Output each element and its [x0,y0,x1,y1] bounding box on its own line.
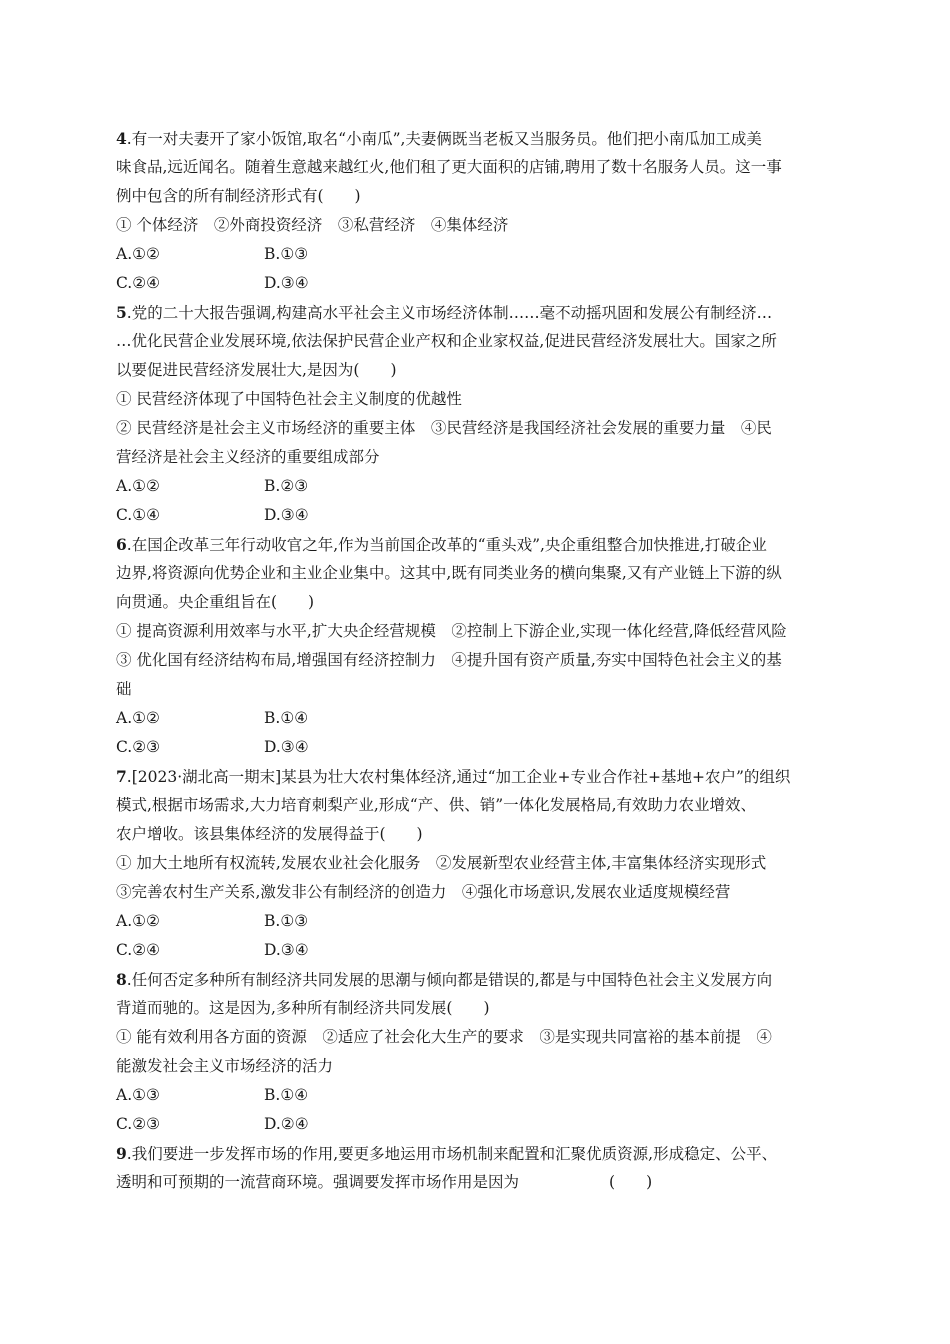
answer-paren: ( ) [609,1173,653,1191]
stem-text: 背道而驰的。这是因为,多种所有制经济共同发展( ) [116,999,490,1017]
question-block [116,762,836,965]
answer-option[interactable]: D.③④ [264,941,309,959]
answer-option[interactable]: C.②③ [116,738,161,756]
stem-text: 以要促进民营经济发展壮大,是因为( ) [116,361,397,379]
question-stem-line [116,182,836,211]
answer-option[interactable]: C.②④ [116,274,161,292]
question-stem-line [116,588,836,617]
option-row [116,501,836,530]
question-stem-line [116,124,836,153]
stem-text: .有一对夫妻开了家小饭馆,取名“小南瓜”,夫妻俩既当老板又当服务员。他们把小南瓜加工成美 [126,130,762,148]
question-number: 7 [116,767,127,786]
question-stem-line [116,762,836,791]
statement-line: 能激发社会主义市场经济的活力 [116,1057,334,1075]
question-block [116,1139,836,1197]
answer-option[interactable]: D.③④ [264,274,309,292]
question-stem-line [116,327,836,356]
question-stem-line [116,559,836,588]
answer-option[interactable]: B.①④ [264,709,309,727]
question-stem-line [116,356,836,385]
question-number: 4 [116,129,127,148]
answer-option[interactable]: A.①② [116,477,160,495]
statement-line: 础 [116,680,132,698]
question-stem-line [116,1139,836,1168]
option-row [116,1081,836,1110]
question-block [116,298,836,530]
stem-text: 向贯通。央企重组旨在( ) [116,593,315,611]
stem-text: …优化民营企业发展环境,依法保护民营企业产权和企业家权益,促进民营经济发展壮大。国家之所 [116,332,777,350]
option-row [116,1110,836,1139]
stem-text: .党的二十大报告强调,构建高水平社会主义市场经济体制……毫不动摇巩固和发展公有制经济… [126,304,773,322]
stem-text: 例中包含的所有制经济形式有( ) [116,187,361,205]
option-row [116,472,836,501]
statement-line: ③ 优化国有经济结构布局,增强国有经济控制力 ④提升国有资产质量,夯实中国特色社会主义的基 [116,651,782,669]
stem-text: .我们要进一步发挥市场的作用,要更多地运用市场机制来配置和汇聚优质资源,形成稳定、公平、 [126,1145,778,1163]
question-number: 5 [116,303,127,322]
question-stem-line [116,1168,836,1197]
question-block [116,124,836,298]
question-stem-line [116,994,836,1023]
answer-option[interactable]: A.①② [116,912,160,930]
answer-option[interactable]: A.①② [116,245,160,263]
answer-option[interactable]: B.①④ [264,1086,309,1104]
statement-line: ② 民营经济是社会主义市场经济的重要主体 ③民营经济是我国经济社会发展的重要力量 ④民 [116,419,772,437]
answer-option[interactable]: B.②③ [264,477,309,495]
answer-option[interactable]: A.①② [116,709,160,727]
question-block [116,965,836,1139]
question-number: 9 [116,1144,127,1163]
stem-text: 模式,根据市场需求,大力培育刺梨产业,形成“产、供、销”一体化发展格局,有效助力农业增效、 [116,796,757,814]
stem-text: .在国企改革三年行动收官之年,作为当前国企改革的“重头戏”,央企重组整合加快推进,打破企业 [126,536,767,554]
answer-option[interactable]: C.②③ [116,1115,161,1133]
answer-option[interactable]: D.③④ [264,506,309,524]
statement-line: ③完善农村生产关系,激发非公有制经济的创造力 ④强化市场意识,发展农业适度规模经营 [116,883,731,901]
statement-line: ① 加大土地所有权流转,发展农业社会化服务 ②发展新型农业经营主体,丰富集体经济实现形式 [116,854,767,872]
answer-option[interactable]: B.①③ [264,245,309,263]
option-row [116,704,836,733]
stem-text: 透明和可预期的一流营商环境。强调要发挥市场作用是因为 [116,1173,520,1191]
question-stem-line [116,791,836,820]
question-block [116,530,836,762]
question-stem-line [116,298,836,327]
statement-line: ① 个体经济 ②外商投资经济 ③私营经济 ④集体经济 [116,216,509,234]
statement-line: 营经济是社会主义经济的重要组成部分 [116,448,380,466]
statement-line: ① 民营经济体现了中国特色社会主义制度的优越性 [116,390,462,408]
question-stem-line [116,153,836,182]
question-stem-line [116,820,836,849]
question-page [116,124,836,1197]
option-row [116,269,836,298]
option-row [116,907,836,936]
answer-option[interactable]: C.②④ [116,941,161,959]
option-row [116,240,836,269]
statement-line: ① 能有效利用各方面的资源 ②适应了社会化大生产的要求 ③是实现共同富裕的基本前提 ④ [116,1028,772,1046]
stem-text: .[2023·湖北高一期末]某县为壮大农村集体经济,通过“加工企业+专业合作社+基地+农户”的组织 [126,768,791,786]
answer-option[interactable]: C.①④ [116,506,161,524]
option-row [116,936,836,965]
answer-option[interactable]: A.①③ [116,1086,160,1104]
stem-text: .任何否定多种所有制经济共同发展的思潮与倾向都是错误的,都是与中国特色社会主义发展方向 [126,971,773,989]
statement-line: ① 提高资源利用效率与水平,扩大央企经营规模 ②控制上下游企业,实现一体化经营,降低经营风险 [116,622,787,640]
question-number: 6 [116,535,127,554]
stem-text: 味食品,远近闻名。随着生意越来越红火,他们租了更大面积的店铺,聘用了数十名服务人员。这一事 [116,158,782,176]
stem-text: 边界,将资源向优势企业和主业企业集中。这其中,既有同类业务的横向集聚,又有产业链上下游的纵 [116,564,782,582]
question-stem-line [116,530,836,559]
question-number: 8 [116,970,127,989]
question-stem-line [116,965,836,994]
answer-option[interactable]: D.②④ [264,1115,309,1133]
answer-option[interactable]: D.③④ [264,738,309,756]
answer-option[interactable]: B.①③ [264,912,309,930]
option-row [116,733,836,762]
stem-text: 农户增收。该县集体经济的发展得益于( ) [116,825,423,843]
